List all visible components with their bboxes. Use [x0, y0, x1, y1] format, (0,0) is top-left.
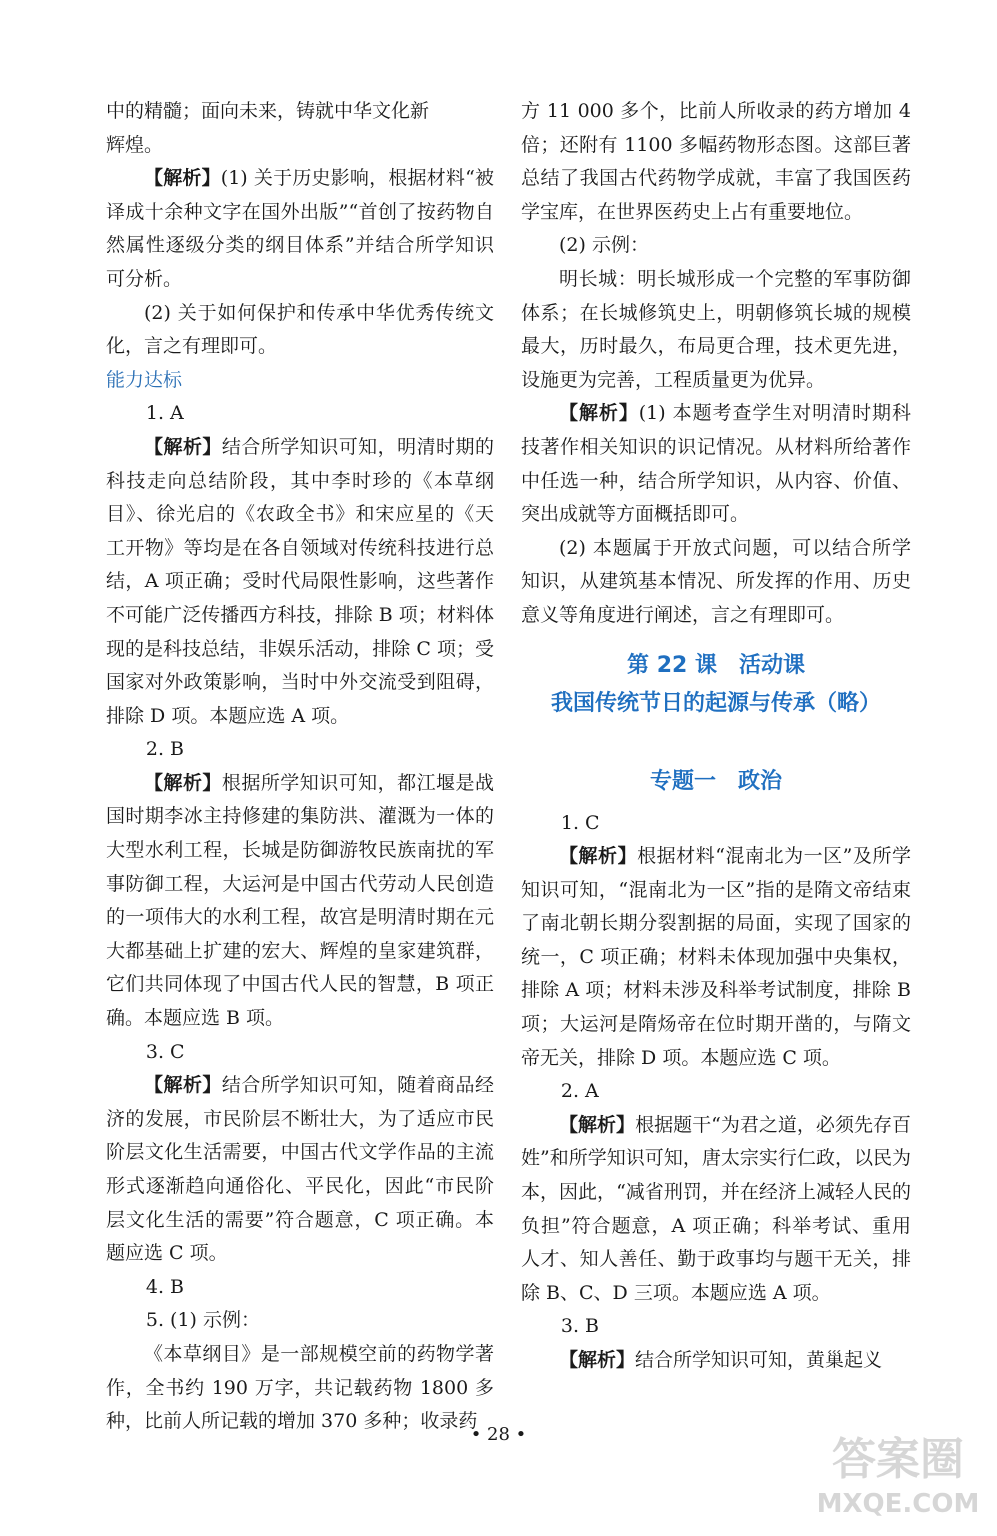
question-number: 1. C	[560, 811, 600, 834]
analysis-text: 结合所学知识可知，随着商品经济的发展，市民阶层不断壮大，为了适应市民阶层文化生活需要，中国古代文学作品的主流形式逐渐趋向通俗化、平民化，因此“市民阶层文化生活的需要”符合题意，C 项正确。本题应选 C 项。	[106, 1074, 494, 1265]
question-number: 3. C	[145, 1040, 185, 1063]
answer-paragraph: 明长城：明长城形成一个完整的军事防御体系；在长城修筑史上，明朝修筑长城的规模最大，历时最久，布局更合理，技术更先进，设施更为完善，工程质量更为优异。	[521, 267, 911, 391]
question-number: 5. (1) 示例：	[145, 1309, 261, 1332]
question-number: 2. B	[145, 738, 185, 761]
analysis-text: 根据题干“为君之道，必须先存百姓”和所学知识可知，唐太宗实行仁政，以民为本，因此，“减省刑罚，并在经济上减轻人民的负担”符合题意，A 项正确；科举考试、重用人才、知人善任、勤于政事均与题干无关，排除 B、C、D 三项。本题应选 A 项。	[521, 1113, 911, 1304]
question-number: 4. B	[145, 1275, 185, 1298]
analysis-paragraph	[106, 1069, 494, 1271]
answer-paragraph: 《本草纲目》是一部规模空前的药物学著作，全书约 190 万字，共记载药物 1800 多种，比前人所记载的增加 370 多种；收录药	[106, 1342, 494, 1433]
watermark-text-cn: 答案圈	[832, 1434, 964, 1485]
analysis-text: (1) 关于历史影响，根据材料“被译成十余种文字在国外出版”“首创了按药物自然属性逐级分类的纲目体系”并结合所学知识可分析。	[106, 167, 494, 290]
section-heading: 能力达标	[106, 368, 183, 391]
analysis-text: (1) 本题考查学生对明清时期科技著作相关知识的识记情况。从材料所给著作中任选一种，结合所学知识，从内容、价值、突出成就等方面概括即可。	[521, 402, 911, 526]
analysis-tag: 【解析】	[559, 1113, 636, 1136]
question-number: 2. A	[560, 1080, 599, 1103]
analysis-tag: 【解析】	[559, 845, 638, 868]
topic-title: 专题一 政治	[649, 768, 782, 794]
analysis-text: 结合所学知识可知，黄巢起义	[635, 1349, 883, 1371]
analysis-text: 结合所学知识可知，明清时期的科技走向总结阶段，其中李时珍的《本草纲目》、徐光启的《农政全书》和宋应星的《天工开物》等均是在各自领域对传统科技进行总结，A 项正确；受时代局限性影响，这些著作不可能广泛传播西方科技，排除 B 项；材料体现的是科技总结，非娱乐活动，排除 C 项；受国家对外政策影响，当时中外交流受到阻碍，排除 D 项。本题应选 A 项。	[106, 435, 494, 727]
analysis-paragraph	[521, 1344, 911, 1378]
lesson-subtitle: 我国传统节日的起源与传承（略）	[550, 690, 881, 716]
watermark-text-en: MXQE.COM	[816, 1489, 980, 1519]
analysis-paragraph: (2) 关于如何保护和传承中华优秀传统文化，言之有理即可。	[106, 301, 494, 358]
watermark-logo	[813, 1416, 983, 1526]
continued-line: 中的精髓；面向未来，铸就中华文化新	[106, 100, 430, 122]
analysis-paragraph	[521, 840, 911, 1075]
analysis-tag: 【解析】	[144, 1074, 222, 1097]
continued-line: 辉煌。	[106, 133, 164, 156]
analysis-tag: 【解析】	[144, 435, 222, 458]
analysis-paragraph	[106, 767, 494, 1036]
analysis-text: 根据材料“混南北为一区”及所学知识可知，“混南北为一区”指的是隋文帝结束了南北朝长期分裂割据的局面，实现了国家的统一，C 项正确；材料未体现加强中央集权，排除 A 项；材料未涉及科举考试制度，排除 B 项；大运河是隋炀帝在位时期开凿的，与隋文帝无关，排除 D 项。本题应选 C 项。	[521, 845, 911, 1069]
analysis-paragraph	[106, 162, 494, 296]
analysis-tag: 【解析】	[144, 771, 222, 794]
answer-paragraph: 方 11 000 多个，比前人所收录的药方增加 4 倍；还附有 1100 多幅药物形态图。这部巨著总结了我国古代药物学成就，丰富了我国医药学宝库，在世界医药史上占有重要地位。	[521, 100, 911, 223]
question-number: 1. A	[145, 402, 184, 425]
left-column	[106, 95, 494, 1439]
page-number: • 28 •	[470, 1424, 527, 1445]
question-number: 3. B	[560, 1315, 600, 1338]
analysis-paragraph: (2) 本题属于开放式问题，可以结合所学知识，从建筑基本情况、所发挥的作用、历史意义等角度进行阐述，言之有理即可。	[521, 536, 911, 626]
analysis-paragraph	[106, 431, 494, 733]
lesson-title: 第 22 课 活动课	[627, 652, 805, 678]
analysis-tag: 【解析】	[559, 402, 639, 425]
analysis-paragraph	[521, 1109, 911, 1311]
example-label: (2) 示例：	[559, 234, 649, 257]
analysis-tag: 【解析】	[559, 1349, 636, 1371]
analysis-tag: 【解析】	[144, 167, 221, 190]
analysis-text: 根据所学知识可知，都江堰是战国时期李冰主持修建的集防洪、灌溉为一体的大型水利工程，长城是防御游牧民族南扰的军事防御工程，大运河是中国古代劳动人民创造的一项伟大的水利工程，故宫是明清时期在元大都基础上扩建的宏大、辉煌的皇家建筑群，它们共同体现了中国古代人民的智慧，B 项正确。本题应选 B 项。	[106, 771, 494, 1030]
right-column	[521, 95, 911, 1378]
analysis-paragraph	[521, 397, 911, 531]
